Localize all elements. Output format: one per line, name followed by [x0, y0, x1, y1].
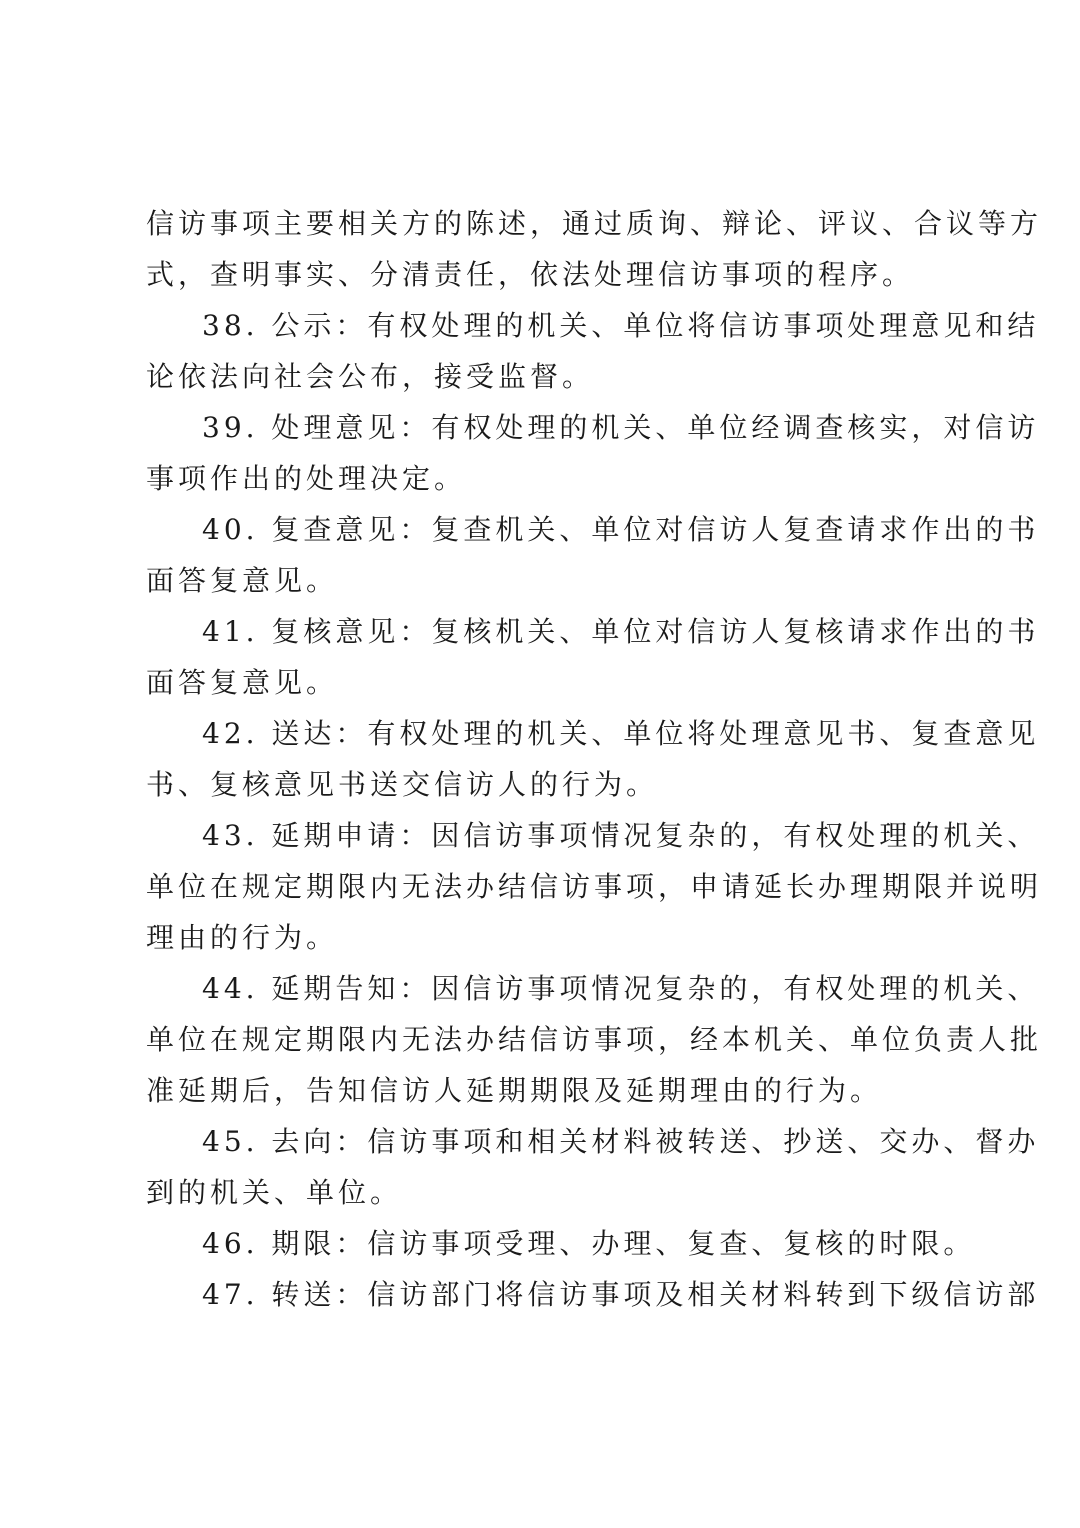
definition-45-line: 45. 去向：信访事项和相关材料被转送、抄送、交办、督办 [202, 1125, 1040, 1158]
definition-46-line: 46. 期限：信访事项受理、办理、复查、复核的时限。 [202, 1227, 976, 1260]
text-line: 式，查明事实、分清责任，依法处理信访事项的程序。 [146, 258, 915, 291]
definition-39-line: 39. 处理意见：有权处理的机关、单位经调查核实，对信访 [202, 411, 1040, 444]
definition-44-line: 44. 延期告知：因信访事项情况复杂的，有权处理的机关、 [202, 972, 1040, 1005]
text-line: 书、复核意见书送交信访人的行为。 [146, 768, 659, 801]
text-line: 论依法向社会公布，接受监督。 [146, 360, 595, 393]
text-line: 到的机关、单位。 [146, 1176, 403, 1209]
text-line: 理由的行为。 [146, 921, 339, 954]
definition-42-line: 42. 送达：有权处理的机关、单位将处理意见书、复查意见 [202, 717, 1040, 750]
definition-43-line: 43. 延期申请：因信访事项情况复杂的，有权处理的机关、 [202, 819, 1040, 852]
text-line: 单位在规定期限内无法办结信访事项，申请延长办理期限并说明 [146, 870, 1043, 903]
text-line: 面答复意见。 [146, 666, 339, 699]
text-line: 信访事项主要相关方的陈述，通过质询、辩论、评议、合议等方 [146, 207, 1043, 240]
text-line: 面答复意见。 [146, 564, 339, 597]
definition-47-line: 47. 转送：信访部门将信访事项及相关材料转到下级信访部 [202, 1278, 1040, 1311]
definition-40-line: 40. 复查意见：复查机关、单位对信访人复查请求作出的书 [202, 513, 1040, 546]
definition-41-line: 41. 复核意见：复核机关、单位对信访人复核请求作出的书 [202, 615, 1040, 648]
document-body [146, 198, 1043, 1320]
definition-38-line: 38. 公示：有权处理的机关、单位将信访事项处理意见和结 [202, 309, 1040, 342]
text-line: 事项作出的处理决定。 [146, 462, 467, 495]
text-line: 单位在规定期限内无法办结信访事项，经本机关、单位负责人批 [146, 1023, 1043, 1056]
text-line: 准延期后，告知信访人延期期限及延期理由的行为。 [146, 1074, 883, 1107]
